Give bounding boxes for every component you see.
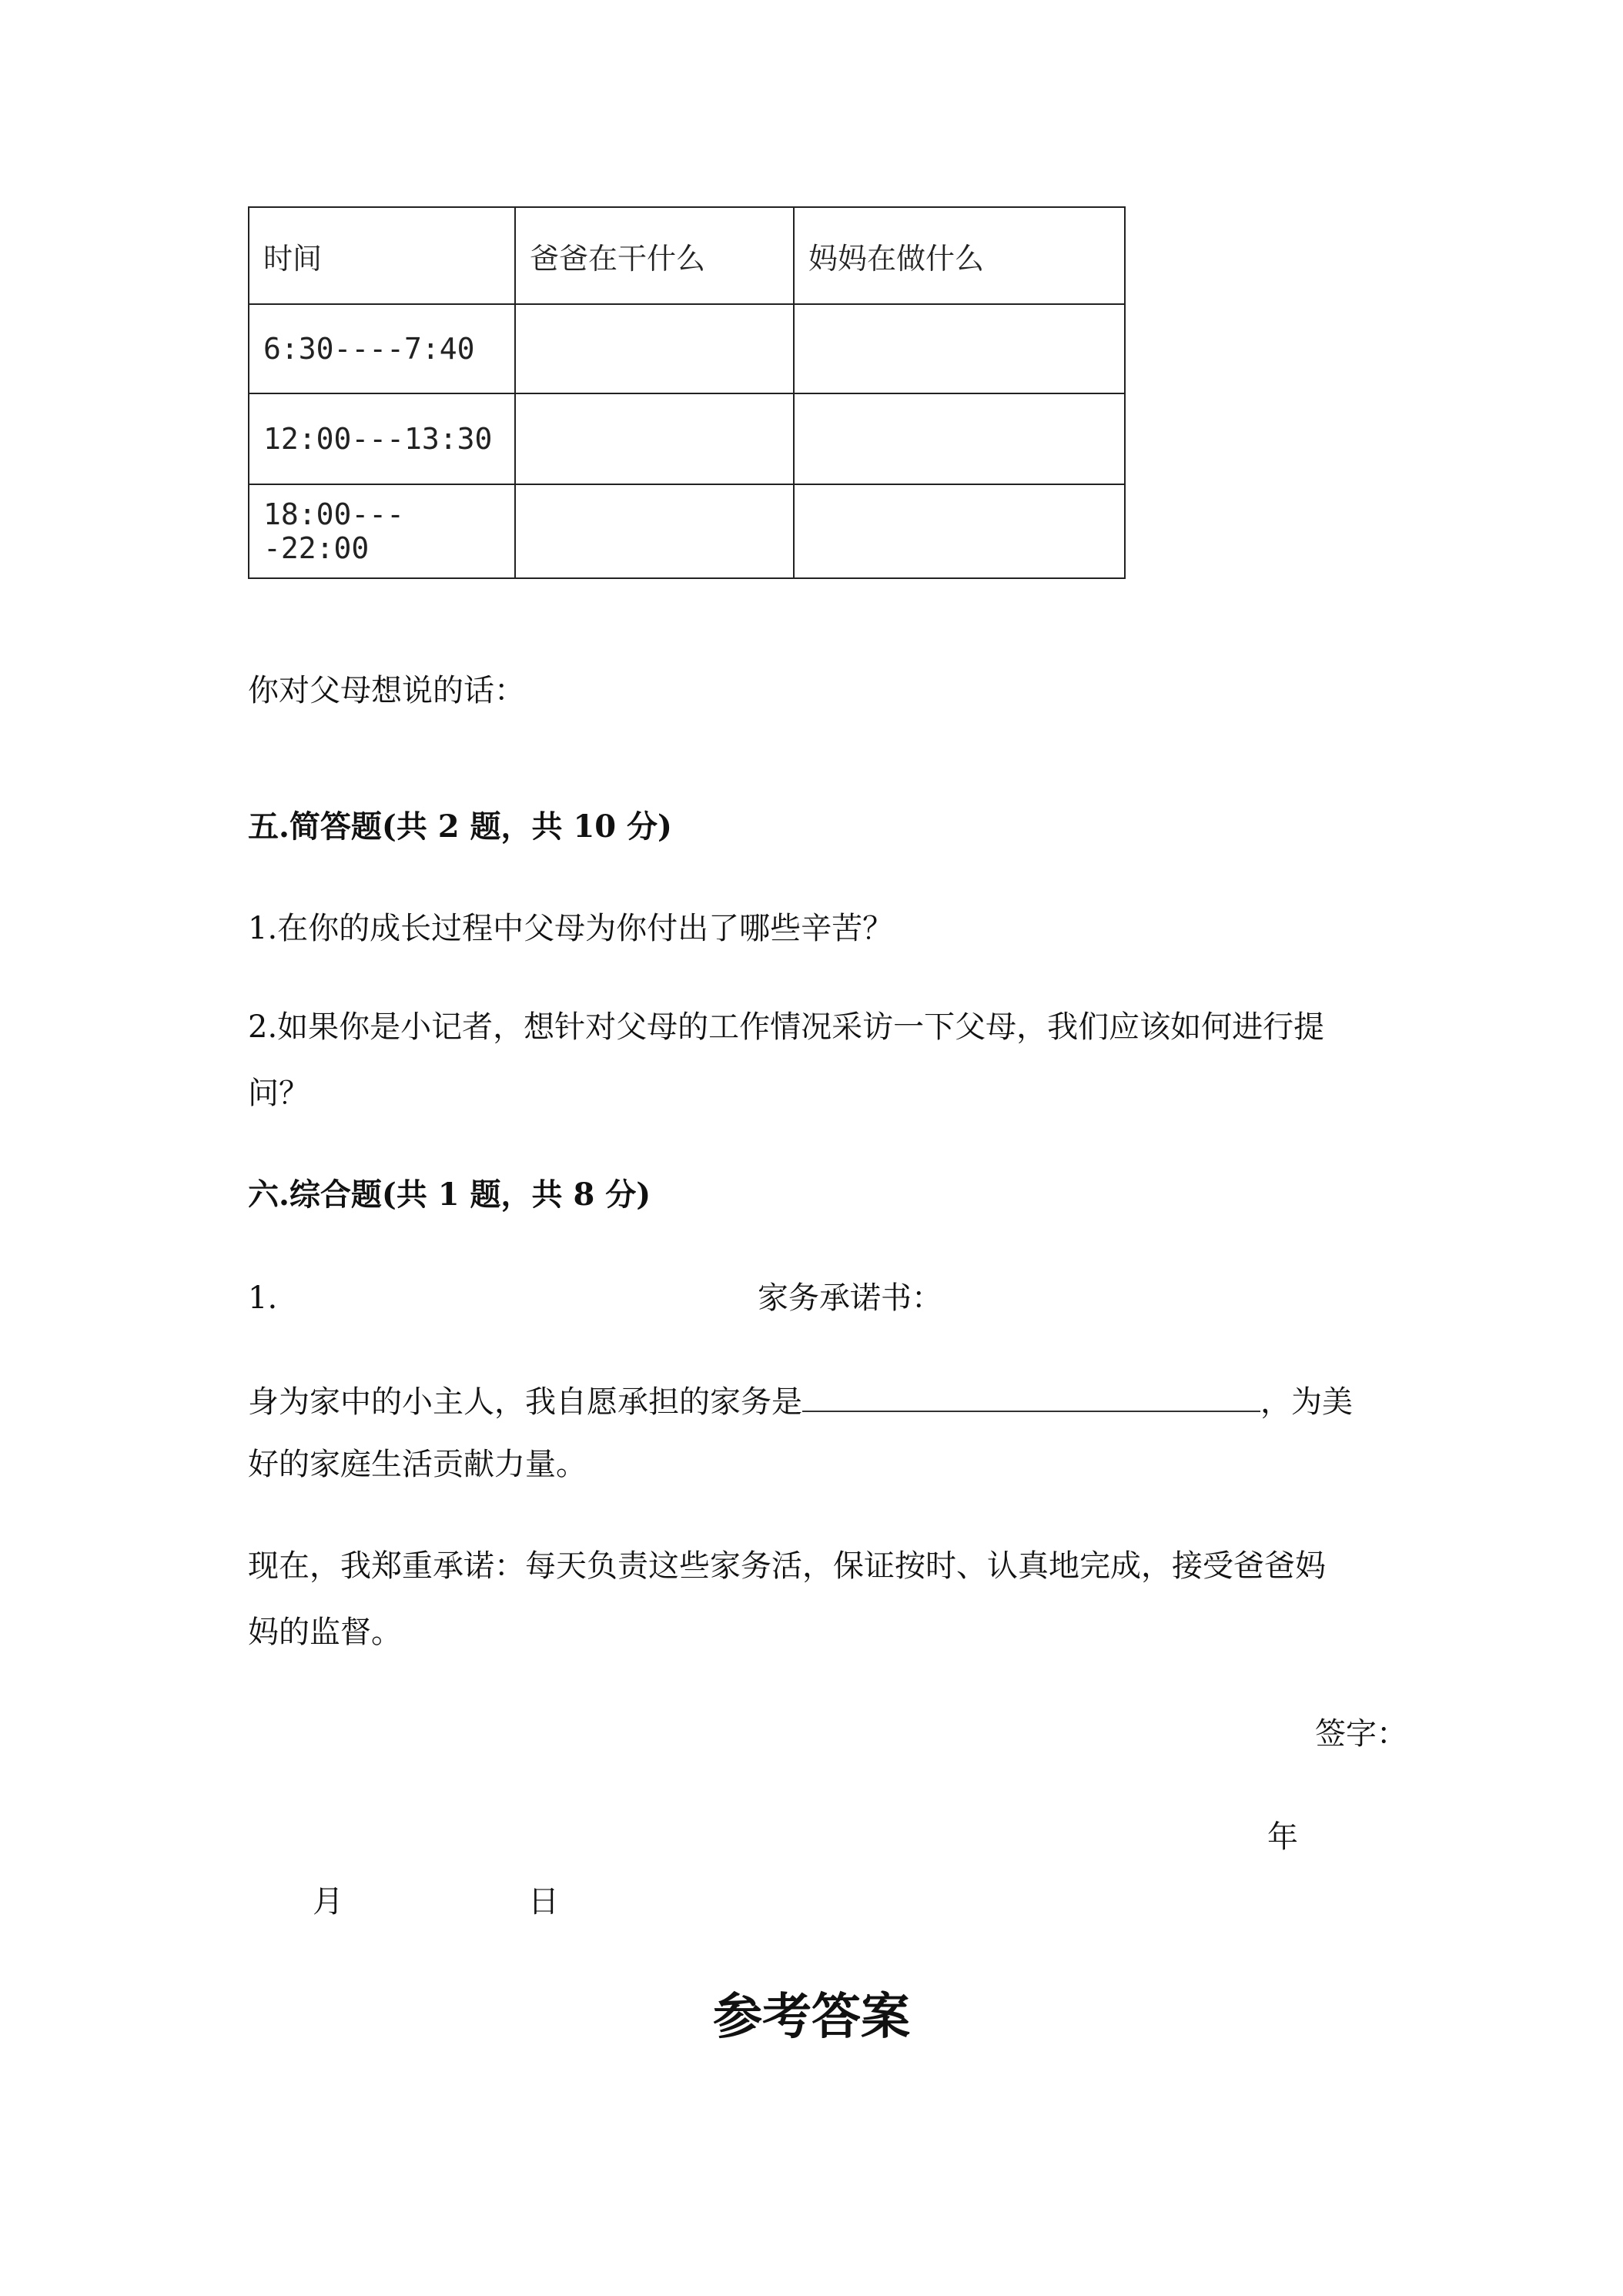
header-time: 时间 — [249, 207, 515, 304]
section5-question-1: 1.在你的成长过程中父母为你付出了哪些辛苦？ — [248, 911, 894, 946]
schedule-table — [248, 206, 1126, 579]
pledge-paragraph-1-line1 — [248, 1380, 1353, 1421]
section6-heading: 六.综合题(共 1 题，共 8 分) — [248, 1176, 651, 1213]
pledge-text-before-blank: 身为家中的小主人，我自愿承担的家务是 — [248, 1384, 802, 1420]
cell-mom[interactable] — [794, 484, 1125, 578]
header-dad: 爸爸在干什么 — [515, 207, 794, 304]
table-row — [249, 304, 1125, 393]
cell-dad[interactable] — [515, 393, 794, 484]
cell-dad[interactable] — [515, 484, 794, 578]
year-label: 年 — [1267, 1819, 1298, 1855]
signature-label: 签字： — [1315, 1716, 1407, 1752]
cell-time: 18:00----22:00 — [249, 484, 515, 578]
cell-mom[interactable] — [794, 393, 1125, 484]
section5-heading: 五.简答题(共 2 题，共 10 分) — [248, 808, 672, 845]
month-label: 月 — [313, 1884, 343, 1919]
table-row — [249, 484, 1125, 578]
pledge-paragraph-2-line2: 妈的监督。 — [248, 1615, 402, 1650]
section5-question-2-line1: 2.如果你是小记者，想针对父母的工作情况采访一下父母，我们应该如何进行提 — [248, 1009, 1325, 1045]
pledge-paragraph-1-line2: 好的家庭生活贡献力量。 — [248, 1447, 587, 1482]
day-label: 日 — [528, 1884, 559, 1919]
table-row — [249, 393, 1125, 484]
header-mom: 妈妈在做什么 — [794, 207, 1125, 304]
cell-mom[interactable] — [794, 304, 1125, 393]
cell-dad[interactable] — [515, 304, 794, 393]
section5-question-2-line2: 问？ — [248, 1076, 310, 1111]
cell-time: 6:30----7:40 — [249, 304, 515, 393]
section6-question-number: 1. — [248, 1280, 278, 1316]
cell-time: 12:00---13:30 — [249, 393, 515, 484]
answer-title: 参考答案 — [713, 1988, 910, 2046]
chores-blank[interactable] — [802, 1380, 1260, 1412]
pledge-title: 家务承诺书： — [758, 1280, 942, 1316]
pledge-text-after-blank: ，为美 — [1260, 1384, 1353, 1420]
pledge-paragraph-2-line1: 现在，我郑重承诺：每天负责这些家务活，保证按时、认真地完成，接受爸爸妈 — [248, 1548, 1326, 1584]
words-to-parents-prompt: 你对父母想说的话： — [248, 673, 525, 708]
table-header-row — [249, 207, 1125, 304]
